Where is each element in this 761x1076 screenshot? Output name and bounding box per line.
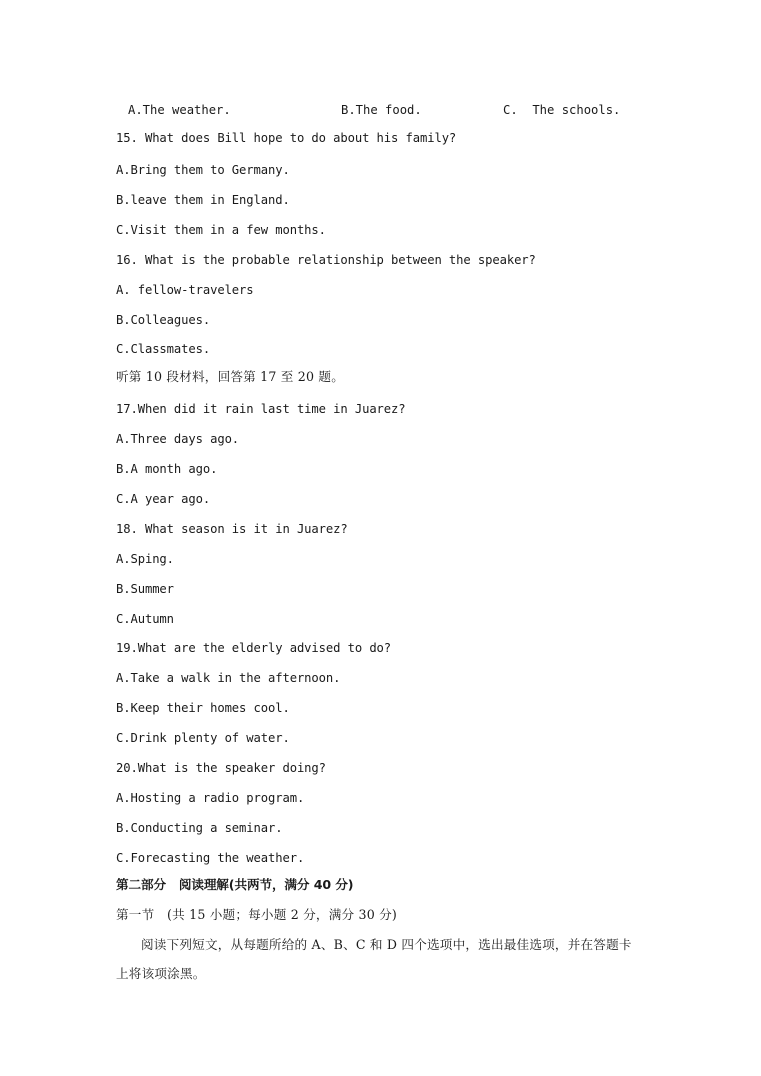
q20-option-c: C.Forecasting the weather. xyxy=(116,851,305,865)
q15-option-b: B.leave them in England. xyxy=(116,193,290,207)
reading-instruction-line-1: 阅读下列短文，从每题所给的 A、B、C 和 D 四个选项中，选出最佳选项，并在答题卡 xyxy=(141,937,632,952)
q19-option-b: B.Keep their homes cool. xyxy=(116,701,290,715)
q15-option-c: C.Visit them in a few months. xyxy=(116,223,326,237)
q19-option-c: C.Drink plenty of water. xyxy=(116,731,290,745)
q17-option-a: A.Three days ago. xyxy=(116,432,240,446)
q18-option-a: A.Sping. xyxy=(116,552,174,566)
q14-option-b: B.The food. xyxy=(341,103,422,117)
q16-option-a: A. fellow-travelers xyxy=(116,283,254,297)
q18-option-c: C.Autumn xyxy=(116,612,174,626)
q17-option-b: B.A month ago. xyxy=(116,462,218,476)
q14-option-c: C. The schools. xyxy=(503,103,621,117)
section-instruction-10: 听第 10 段材料，回答第 17 至 20 题。 xyxy=(116,369,345,384)
q20-option-b: B.Conducting a seminar. xyxy=(116,821,283,835)
question-19: 19.What are the elderly advised to do? xyxy=(116,641,392,655)
q20-option-a: A.Hosting a radio program. xyxy=(116,791,305,805)
question-17: 17.When did it rain last time in Juarez? xyxy=(116,402,406,416)
question-20: 20.What is the speaker doing? xyxy=(116,761,326,775)
reading-instruction-line-2: 上将该项涂黑。 xyxy=(116,966,206,981)
question-18: 18. What season is it in Juarez? xyxy=(116,522,348,536)
q18-option-b: B.Summer xyxy=(116,582,174,596)
q14-option-a: A.The weather. xyxy=(128,103,231,117)
q15-option-a: A.Bring them to Germany. xyxy=(116,163,290,177)
q17-option-c: C.A year ago. xyxy=(116,492,211,506)
q16-option-c: C.Classmates. xyxy=(116,342,211,356)
part-two-heading: 第二部分 阅读理解(共两节，满分 40 分) xyxy=(116,877,354,892)
question-15: 15. What does Bill hope to do about his family? xyxy=(116,131,457,145)
section-one-heading: 第一节 (共 15 小题；每小题 2 分，满分 30 分) xyxy=(116,907,398,922)
q19-option-a: A.Take a walk in the afternoon. xyxy=(116,671,341,685)
question-16: 16. What is the probable relationship between the speaker? xyxy=(116,253,536,267)
q16-option-b: B.Colleagues. xyxy=(116,313,211,327)
